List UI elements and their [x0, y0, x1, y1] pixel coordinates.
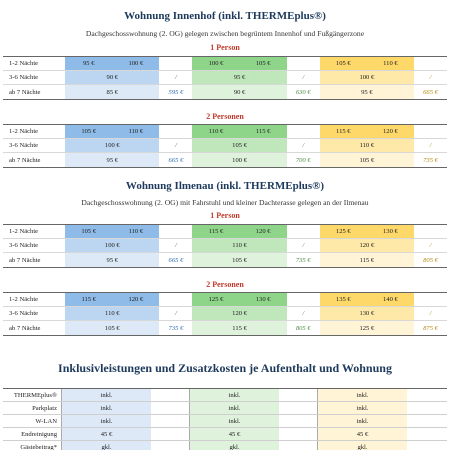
row-label: ab 7 Nächte — [9, 156, 41, 164]
price-group-yellow — [320, 71, 414, 84]
table-label: 1 Person — [210, 211, 240, 220]
extras-title: Inklusivleistungen und Zusatzkosten je Aufenthalt und Wohnung — [58, 361, 392, 375]
table-label: 2 Personen — [206, 112, 244, 121]
extras-table — [3, 388, 447, 450]
price-group-yellow — [320, 125, 414, 138]
price-cell: 120 € — [192, 307, 286, 320]
weekly-total: / — [175, 142, 177, 149]
extras-gap — [407, 389, 445, 401]
weekly-total — [159, 225, 192, 238]
price-group-yellow — [320, 225, 414, 238]
section-subtitle: Dachgeschosswohnung (2. OG) gelegen zwischen begrüntem Innenhof und Fußgängerzone — [85, 29, 365, 38]
weekly-total — [287, 57, 320, 70]
price-cell: 100 € — [65, 239, 159, 252]
price-table — [3, 224, 447, 268]
price-group-blue — [65, 239, 159, 252]
price-cell: 115 € — [320, 125, 367, 138]
weekly-total: 595 € — [168, 88, 184, 96]
table-row — [3, 153, 447, 167]
weekly-total — [287, 225, 320, 238]
extras-cell-green: inkl. — [189, 389, 279, 401]
weekly-total: / — [175, 310, 177, 317]
weekly-total — [159, 57, 192, 70]
extras-gap — [407, 402, 445, 414]
price-cell: 125 € — [320, 321, 414, 335]
price-cell: 130 € — [367, 225, 414, 238]
price-group-green — [192, 85, 286, 99]
price-cell: 100 € — [192, 57, 239, 70]
extras-cell-yellow: gkl. — [317, 441, 407, 450]
extras-gap — [151, 389, 189, 401]
price-group-blue — [65, 57, 159, 70]
price-group-green — [192, 321, 286, 335]
price-group-yellow — [320, 307, 414, 320]
price-cell: 100 € — [112, 57, 159, 70]
row-label: 3-6 Nächte — [9, 142, 39, 149]
section-title: Wohnung Ilmenau (inkl. THERMEplus®) — [125, 180, 325, 192]
extras-label: THERMEplus® — [13, 391, 57, 399]
price-cell: 115 € — [192, 225, 239, 238]
row-label: 3-6 Nächte — [9, 310, 39, 317]
extras-cell-green: inkl. — [189, 415, 279, 427]
price-group-green — [192, 57, 286, 70]
price-cell: 105 € — [320, 57, 367, 70]
weekly-total: 665 € — [168, 156, 184, 164]
row-label: 1-2 Nächte — [9, 228, 39, 235]
table-row — [3, 225, 447, 239]
price-cell: 95 € — [65, 253, 159, 267]
weekly-total: 735 € — [423, 156, 438, 164]
price-group-yellow — [320, 321, 414, 335]
price-cell: 110 € — [112, 125, 159, 138]
weekly-total: / — [302, 310, 305, 317]
extras-gap — [151, 415, 189, 427]
weekly-total — [287, 125, 320, 138]
price-cell: 115 € — [192, 321, 286, 335]
price-group-green — [192, 239, 286, 252]
extras-label: Parkplatz — [32, 404, 57, 412]
price-cell: 110 € — [192, 239, 286, 252]
price-group-yellow — [320, 253, 414, 267]
extras-cell-yellow: inkl. — [317, 402, 407, 414]
price-cell: 135 € — [320, 293, 367, 306]
price-group-blue — [65, 85, 159, 99]
price-cell: 120 € — [240, 225, 287, 238]
row-label: 1-2 Nächte — [9, 296, 39, 303]
row-label: 3-6 Nächte — [9, 242, 39, 249]
price-cell: 110 € — [320, 139, 414, 152]
price-cell: 115 € — [240, 125, 287, 138]
extras-gap — [151, 402, 189, 414]
price-group-blue — [65, 125, 159, 138]
price-group-blue — [65, 71, 159, 84]
extras-cell-yellow: inkl. — [317, 415, 407, 427]
price-group-blue — [65, 307, 159, 320]
weekly-total: / — [429, 74, 432, 81]
weekly-total: 630 € — [295, 88, 311, 96]
weekly-total — [287, 293, 320, 306]
weekly-total: 735 € — [295, 256, 311, 264]
table-row — [3, 125, 447, 139]
extras-gap — [279, 428, 317, 440]
weekly-total: 700 € — [295, 156, 311, 164]
weekly-total — [159, 293, 192, 306]
price-group-green — [192, 71, 286, 84]
price-group-green — [192, 293, 286, 306]
price-table — [3, 56, 447, 100]
weekly-total: / — [429, 242, 432, 249]
price-cell: 110 € — [192, 125, 239, 138]
extras-cell-yellow: 45 € — [317, 428, 407, 440]
price-cell: 95 € — [65, 153, 159, 167]
price-cell: 130 € — [240, 293, 287, 306]
extras-label: Gästebeitrag* — [20, 443, 57, 450]
extras-cell-green: inkl. — [189, 402, 279, 414]
price-group-green — [192, 125, 286, 138]
price-group-blue — [65, 225, 159, 238]
extras-cell-blue: gkl. — [61, 441, 151, 450]
extras-cell-blue: inkl. — [61, 415, 151, 427]
weekly-total: / — [175, 74, 177, 81]
weekly-total — [414, 125, 447, 138]
weekly-total: / — [302, 242, 305, 249]
price-cell: 120 € — [320, 239, 414, 252]
table-row — [3, 321, 447, 335]
price-cell: 115 € — [320, 253, 414, 267]
extras-cell-blue: inkl. — [61, 389, 151, 401]
table-row — [3, 239, 447, 253]
weekly-total — [414, 225, 447, 238]
extras-cell-green: gkl. — [189, 441, 279, 450]
table-row — [3, 293, 447, 307]
price-cell: 105 € — [65, 225, 112, 238]
extras-row — [3, 428, 447, 441]
price-cell: 115 € — [65, 293, 112, 306]
price-cell: 90 € — [65, 71, 159, 84]
price-group-green — [192, 253, 286, 267]
weekly-total: / — [302, 142, 305, 149]
price-group-green — [192, 307, 286, 320]
price-cell: 140 € — [367, 293, 414, 306]
price-cell: 85 € — [65, 85, 159, 99]
weekly-total: 805 € — [295, 324, 311, 332]
weekly-total — [414, 293, 447, 306]
extras-row — [3, 415, 447, 428]
price-cell: 100 € — [65, 139, 159, 152]
extras-cell-green: 45 € — [189, 428, 279, 440]
table-row — [3, 71, 447, 85]
price-cell: 105 € — [240, 57, 287, 70]
section-title: Wohnung Innenhof (inkl. THERMEplus®) — [124, 10, 326, 22]
table-label: 1 Person — [210, 43, 240, 52]
weekly-total: 875 € — [423, 324, 438, 332]
table-row — [3, 139, 447, 153]
extras-cell-blue: 45 € — [61, 428, 151, 440]
price-cell: 105 € — [65, 321, 159, 335]
price-cell: 105 € — [192, 253, 286, 267]
price-cell: 120 € — [112, 293, 159, 306]
weekly-total: / — [429, 310, 432, 317]
price-cell: 105 € — [320, 153, 414, 167]
row-label: 1-2 Nächte — [9, 60, 39, 67]
table-row — [3, 57, 447, 71]
price-cell: 110 € — [65, 307, 159, 320]
table-row — [3, 85, 447, 99]
section-subtitle: Dachgeschosswohnung (2. OG) mit Fahrstuhl und kleiner Dachterasse gelegen an der Ilmenau — [81, 198, 369, 207]
weekly-total: 805 € — [423, 256, 438, 264]
price-group-yellow — [320, 139, 414, 152]
price-table — [3, 124, 447, 168]
price-group-yellow — [320, 57, 414, 70]
extras-row — [3, 441, 447, 450]
extras-gap — [151, 428, 189, 440]
price-cell: 105 € — [65, 125, 112, 138]
table-row — [3, 307, 447, 321]
price-cell: 100 € — [192, 153, 286, 167]
price-cell: 105 € — [192, 139, 286, 152]
extras-gap — [279, 402, 317, 414]
row-label: 1-2 Nächte — [9, 128, 39, 135]
price-group-yellow — [320, 239, 414, 252]
row-label: 3-6 Nächte — [9, 74, 39, 81]
price-cell: 125 € — [320, 225, 367, 238]
price-cell: 90 € — [192, 85, 286, 99]
weekly-total: / — [175, 242, 177, 249]
extras-row — [3, 389, 447, 402]
row-label: ab 7 Nächte — [9, 256, 41, 264]
price-cell: 120 € — [367, 125, 414, 138]
price-group-yellow — [320, 293, 414, 306]
extras-label: W-LAN — [35, 417, 57, 425]
weekly-total: 735 € — [168, 324, 184, 332]
extras-gap — [151, 441, 189, 450]
price-cell: 95 € — [192, 71, 286, 84]
table-row — [3, 253, 447, 267]
price-group-blue — [65, 253, 159, 267]
weekly-total: 665 € — [168, 256, 184, 264]
weekly-total: 665 € — [423, 88, 438, 96]
row-label: ab 7 Nächte — [9, 324, 41, 332]
price-table — [3, 292, 447, 336]
weekly-total: / — [429, 142, 432, 149]
price-group-green — [192, 153, 286, 167]
weekly-total: / — [302, 74, 305, 81]
price-group-green — [192, 139, 286, 152]
price-group-blue — [65, 153, 159, 167]
price-cell: 130 € — [320, 307, 414, 320]
price-cell: 95 € — [65, 57, 112, 70]
price-group-green — [192, 225, 286, 238]
extras-gap — [407, 428, 445, 440]
price-cell: 100 € — [320, 71, 414, 84]
extras-gap — [279, 441, 317, 450]
extras-row — [3, 402, 447, 415]
price-cell: 110 € — [112, 225, 159, 238]
weekly-total — [159, 125, 192, 138]
price-cell: 125 € — [192, 293, 239, 306]
extras-gap — [279, 415, 317, 427]
weekly-total — [414, 57, 447, 70]
price-group-yellow — [320, 85, 414, 99]
price-group-blue — [65, 139, 159, 152]
extras-label: Endreinigung — [21, 430, 57, 438]
extras-cell-yellow: inkl. — [317, 389, 407, 401]
extras-gap — [407, 441, 445, 450]
row-label: ab 7 Nächte — [9, 88, 41, 96]
table-label: 2 Personen — [206, 280, 244, 289]
extras-gap — [407, 415, 445, 427]
extras-cell-blue: inkl. — [61, 402, 151, 414]
price-group-blue — [65, 321, 159, 335]
price-group-yellow — [320, 153, 414, 167]
price-cell: 110 € — [367, 57, 414, 70]
extras-gap — [279, 389, 317, 401]
price-group-blue — [65, 293, 159, 306]
price-cell: 95 € — [320, 85, 414, 99]
